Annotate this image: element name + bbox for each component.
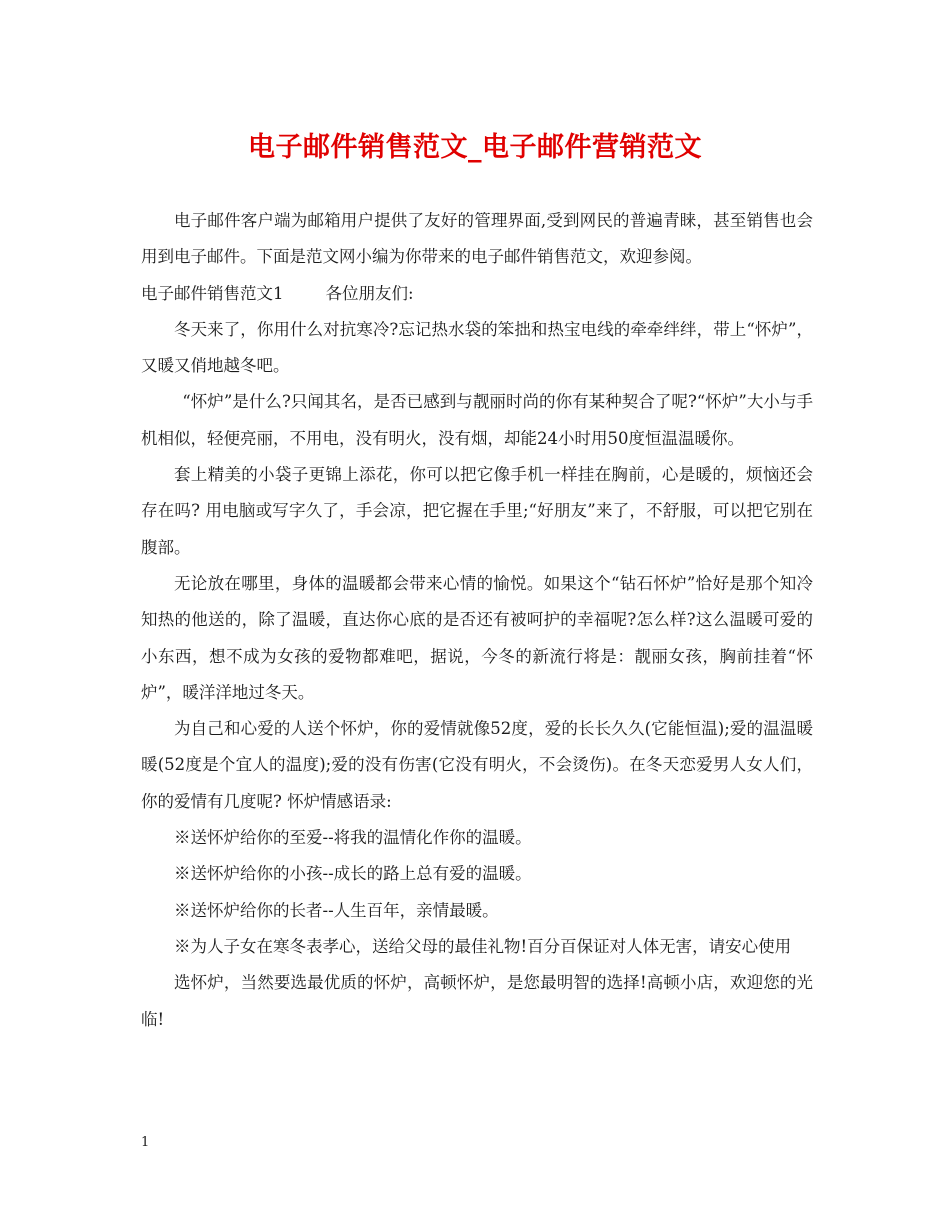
section-heading-line	[141, 276, 813, 312]
intro-paragraph: 电子邮件客户端为邮箱用户提供了友好的管理界面,受到网民的普遍青睐，甚至销售也会用到电子邮件。下面是范文网小编为你带来的电子邮件销售范文，欢迎参阅。	[141, 211, 813, 267]
page-number: 1	[141, 1135, 150, 1150]
section-label: 电子邮件销售范文1	[141, 283, 284, 303]
greeting: 各位朋友们:	[325, 283, 414, 303]
body-paragraph: 无论放在哪里，身体的温暖都会带来心情的愉悦。如果这个“钻石怀炉”恰好是那个知冷知热的他送的，除了温暖，直达你心底的是否还有被呵护的幸福呢?怎么样?这么温暖可爱的小东西，想不成为女孩的爱物都难吧，据说，今冬的新流行将是：靓丽女孩，胸前挂着“怀炉”，暖洋洋地过冬天。	[141, 573, 813, 702]
document-body	[141, 203, 813, 1038]
body-paragraph: 套上精美的小袋子更锦上添花，你可以把它像手机一样挂在胸前，心是暖的，烦恼还会存在吗? 用电脑或写字久了，手会凉，把它握在手里;“好朋友”来了，不舒服，可以把它别在腹部。	[141, 465, 813, 557]
quote-line: ※送怀炉给你的长者--人生百年，亲情最暖。	[174, 900, 499, 920]
body-paragraph: 为自己和心爱的人送个怀炉，你的爱情就像52度，爱的长长久久(它能恒温);爱的温温暖暖(52度是个宜人的温度);爱的没有伤害(它没有明火，不会烫伤)。在冬天恋爱男人女人们，你的爱情有几度呢? 怀炉情感语录:	[141, 719, 813, 811]
body-paragraph: 选怀炉，当然要选最优质的怀炉，高顿怀炉，是您最明智的选择!高顿小店，欢迎您的光临!	[141, 973, 813, 1029]
document-title: 电子邮件销售范文_电子邮件营销范文	[248, 132, 702, 163]
body-paragraph: 冬天来了，你用什么对抗寒冷?忘记热水袋的笨拙和热宝电线的牵牵绊绊，带上“怀炉”，又暖又俏地越冬吧。	[141, 319, 813, 376]
quote-line: ※送怀炉给你的至爱--将我的温情化作你的温暖。	[174, 828, 532, 848]
quote-line: ※送怀炉给你的小孩--成长的路上总有爱的温暖。	[174, 864, 532, 884]
quote-line: ※为人子女在寒冬表孝心，送给父母的最佳礼物!百分百保证对人体无害，请安心使用	[174, 936, 792, 956]
body-paragraph: “怀炉”是什么?只闻其名，是否已感到与靓丽时尚的你有某种契合了呢?“怀炉”大小与手机相似，轻便亮丽，不用电，没有明火，没有烟，却能24小时用50度恒温温暖你。	[141, 392, 813, 448]
